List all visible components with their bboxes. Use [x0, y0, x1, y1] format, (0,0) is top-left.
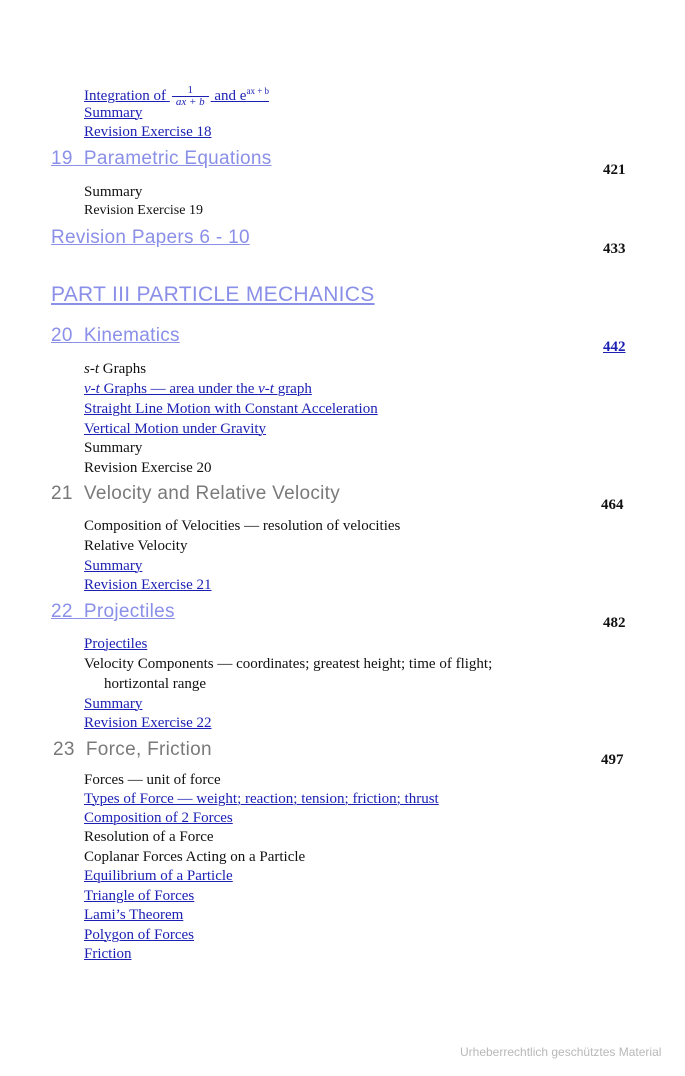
toc-entry-coplanar-forces: Coplanar Forces Acting on a Particle — [84, 849, 306, 865]
chapter-number: 19 — [51, 148, 73, 169]
toc-entry-summary-19: Summary — [84, 184, 143, 200]
revision-papers-heading[interactable]: Revision Papers 6 - 10 — [51, 227, 250, 248]
vt-text: Graphs — area under the — [99, 381, 259, 397]
toc-entry-resolution-force: Resolution of a Force — [84, 829, 214, 845]
toc-entry-revision-19: Revision Exercise 19 — [84, 203, 203, 218]
toc-entry-triangle-forces[interactable]: Triangle of Forces — [84, 888, 195, 904]
chapter-20-heading[interactable] — [51, 325, 180, 347]
toc-entry-st-graphs — [84, 360, 146, 378]
chapter-title: Force, Friction — [85, 739, 212, 760]
toc-entry-composition-forces[interactable]: Composition of 2 Forces — [84, 810, 233, 826]
toc-entry-friction[interactable]: Friction — [84, 946, 132, 962]
toc-entry-polygon-forces[interactable]: Polygon of Forces — [84, 927, 194, 943]
toc-entry-velocity-components-cont: hortizontal range — [104, 676, 207, 692]
toc-entry-velocity-components: Velocity Components — coordinates; greatest height; time of flight; — [84, 656, 493, 672]
page-number-433: 433 — [603, 241, 626, 257]
chapter-21-heading — [51, 483, 340, 505]
toc-entry-summary-22[interactable]: Summary — [84, 696, 143, 712]
chapter-title: Projectiles — [83, 601, 175, 622]
toc-entry-projectiles[interactable]: Projectiles — [84, 636, 148, 652]
part-3-heading[interactable]: PART III PARTICLE MECHANICS — [51, 283, 375, 306]
chapter-19-heading[interactable] — [51, 148, 272, 170]
toc-entry-revision-21[interactable]: Revision Exercise 21 — [84, 577, 212, 593]
vt-text-2: graph — [273, 381, 312, 397]
st-rest: Graphs — [99, 361, 147, 377]
toc-entry-summary-20: Summary — [84, 440, 143, 456]
toc-entry-relative-velocity: Relative Velocity — [84, 538, 188, 554]
toc-entry-straight-line-motion[interactable]: Straight Line Motion with Constant Acceleration — [84, 401, 378, 417]
chapter-number: 22 — [51, 601, 73, 622]
chapter-title: Parametric Equations — [83, 148, 272, 169]
toc-entry-types-of-force[interactable]: Types of Force — weight; reaction; tension; friction; thrust — [84, 791, 439, 807]
toc-entry-equilibrium[interactable]: Equilibrium of a Particle — [84, 868, 233, 884]
page-number-497: 497 — [601, 752, 624, 768]
chapter-number: 20 — [51, 325, 73, 346]
toc-entry-forces: Forces — unit of force — [84, 772, 221, 788]
integration-exponent: ax + b — [246, 86, 270, 96]
toc-entry-composition-velocities: Composition of Velocities — resolution of velocities — [84, 518, 401, 534]
page-number-421: 421 — [603, 162, 626, 178]
integration-and: and e — [214, 88, 247, 104]
vt-symbol: v-t — [84, 381, 100, 397]
chapter-23-heading — [53, 739, 212, 761]
toc-entry-summary-21[interactable]: Summary — [84, 558, 143, 574]
chapter-title: Kinematics — [83, 325, 180, 346]
toc-entry-revision-22[interactable]: Revision Exercise 22 — [84, 715, 212, 731]
page-number-482: 482 — [603, 615, 626, 631]
toc-entry-lamis-theorem[interactable]: Lami’s Theorem — [84, 907, 184, 923]
chapter-title: Velocity and Relative Velocity — [83, 483, 341, 504]
chapter-number: 21 — [51, 483, 73, 504]
toc-entry-summary-18[interactable]: Summary — [84, 105, 143, 121]
fraction: $\frac{1}{ax + b}$ — [172, 85, 209, 108]
integration-label: Integration of — [84, 88, 167, 104]
page-number-464: 464 — [601, 497, 624, 513]
toc-entry-vt-graphs[interactable] — [84, 380, 312, 398]
toc-entry-revision-18[interactable]: Revision Exercise 18 — [84, 124, 212, 140]
chapter-number: 23 — [53, 739, 75, 760]
copyright-watermark: Urheberrechtlich geschütztes Material — [460, 1045, 662, 1059]
st-symbol: s-t — [84, 361, 99, 377]
page-number-442[interactable]: 442 — [603, 339, 626, 355]
chapter-22-heading[interactable] — [51, 601, 175, 623]
toc-entry-revision-20: Revision Exercise 20 — [84, 460, 212, 476]
vt-symbol-2: v-t — [258, 381, 274, 397]
toc-entry-vertical-motion[interactable]: Vertical Motion under Gravity — [84, 421, 267, 437]
